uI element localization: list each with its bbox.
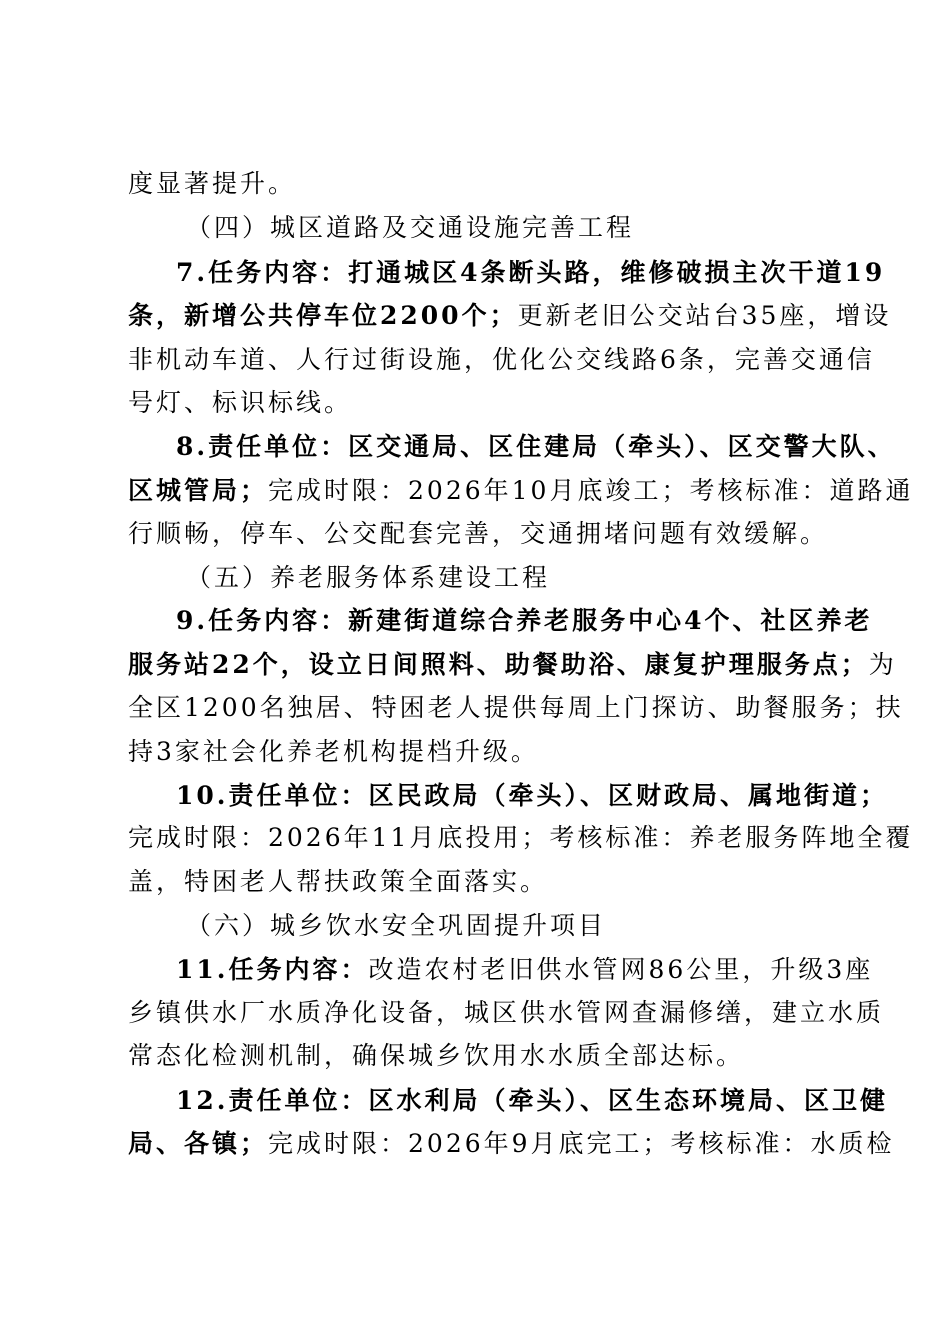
line-text: 全区1200名独居、特困老人提供每周上门探访、助餐服务；扶	[128, 693, 904, 722]
task-8-line-2	[128, 475, 913, 507]
task-7-line-1	[176, 257, 885, 289]
line-text: 常态化检测机制，确保城乡饮用水水质全部达标。	[128, 1041, 745, 1070]
bold-text: 服务站22个，设立日间照料、助餐助浴、康复护理服务点；	[128, 650, 869, 679]
line-text: 非机动车道、人行过街设施，优化公交线路6条，完善交通信	[128, 345, 875, 374]
task-10-line-1	[176, 780, 888, 812]
task-7-line-4	[128, 387, 352, 419]
line-text: 持3家社会化养老机构提档升级。	[128, 737, 539, 766]
heading-text: （四）城区道路及交通设施完善工程	[186, 213, 635, 242]
line-text: 改造农村老旧供水管网86公里，升级3座	[368, 955, 874, 984]
task-12-line-1	[176, 1085, 888, 1117]
line-text: 号灯、标识标线。	[128, 388, 353, 417]
bold-text: 条，新增公共停车位2200个；	[128, 301, 518, 330]
line-text: 度显著提升。	[128, 169, 297, 198]
line-text: 为	[868, 650, 897, 679]
text-line-1	[128, 168, 296, 200]
task-11-line-2	[128, 997, 884, 1029]
bold-text: 区城管局；	[128, 476, 269, 505]
task-11-line-1	[176, 954, 873, 986]
task-8-line-1	[176, 431, 896, 463]
task-9-line-2	[128, 649, 897, 681]
task-8-line-3	[128, 518, 828, 550]
line-text: 完成时限：2026年10月底竣工；考核标准：道路通	[268, 476, 914, 505]
bold-text: 7.任务内容：打通城区4条断头路，维修破损主次干道19	[176, 258, 886, 287]
heading-text: （六）城乡饮水安全巩固提升项目	[186, 911, 607, 940]
line-text: 更新老旧公交站台35座，增设	[517, 301, 892, 330]
task-11-line-3	[128, 1040, 744, 1072]
bold-text: 11.任务内容：	[176, 955, 369, 984]
task-9-line-1	[176, 605, 873, 637]
bold-text: 10.责任单位：区民政局（牵头）、区财政局、属地街道；	[176, 781, 888, 810]
heading-text: （五）养老服务体系建设工程	[186, 563, 551, 592]
line-text: 行顺畅，停车、公交配套完善，交通拥堵问题有效缓解。	[128, 519, 829, 548]
task-10-line-3	[128, 866, 548, 898]
bold-text: 8.责任单位：区交通局、区住建局（牵头）、区交警大队、	[176, 432, 896, 461]
bold-text: 局、各镇；	[128, 1129, 269, 1158]
bold-text: 9.任务内容：新建街道综合养老服务中心4个、社区养老	[176, 606, 873, 635]
line-text: 完成时限：2026年11月底投用；考核标准：养老服务阵地全覆	[128, 823, 914, 852]
line-text: 乡镇供水厂水质净化设备，城区供水管网查漏修缮，建立水质	[128, 998, 885, 1027]
task-9-line-4	[128, 736, 539, 768]
task-10-line-2	[128, 822, 913, 854]
section-heading-4	[186, 212, 634, 244]
section-heading-6	[186, 910, 606, 942]
task-12-line-2	[128, 1128, 895, 1160]
task-9-line-3	[128, 692, 904, 724]
task-7-line-3	[128, 344, 875, 376]
line-text: 完成时限：2026年9月底完工；考核标准：水质检	[268, 1129, 895, 1158]
task-7-line-2	[128, 300, 891, 332]
bold-text: 12.责任单位：区水利局（牵头）、区生态环境局、区卫健	[176, 1086, 888, 1115]
line-text: 盖，特困老人帮扶政策全面落实。	[128, 867, 549, 896]
section-heading-5	[186, 562, 550, 594]
